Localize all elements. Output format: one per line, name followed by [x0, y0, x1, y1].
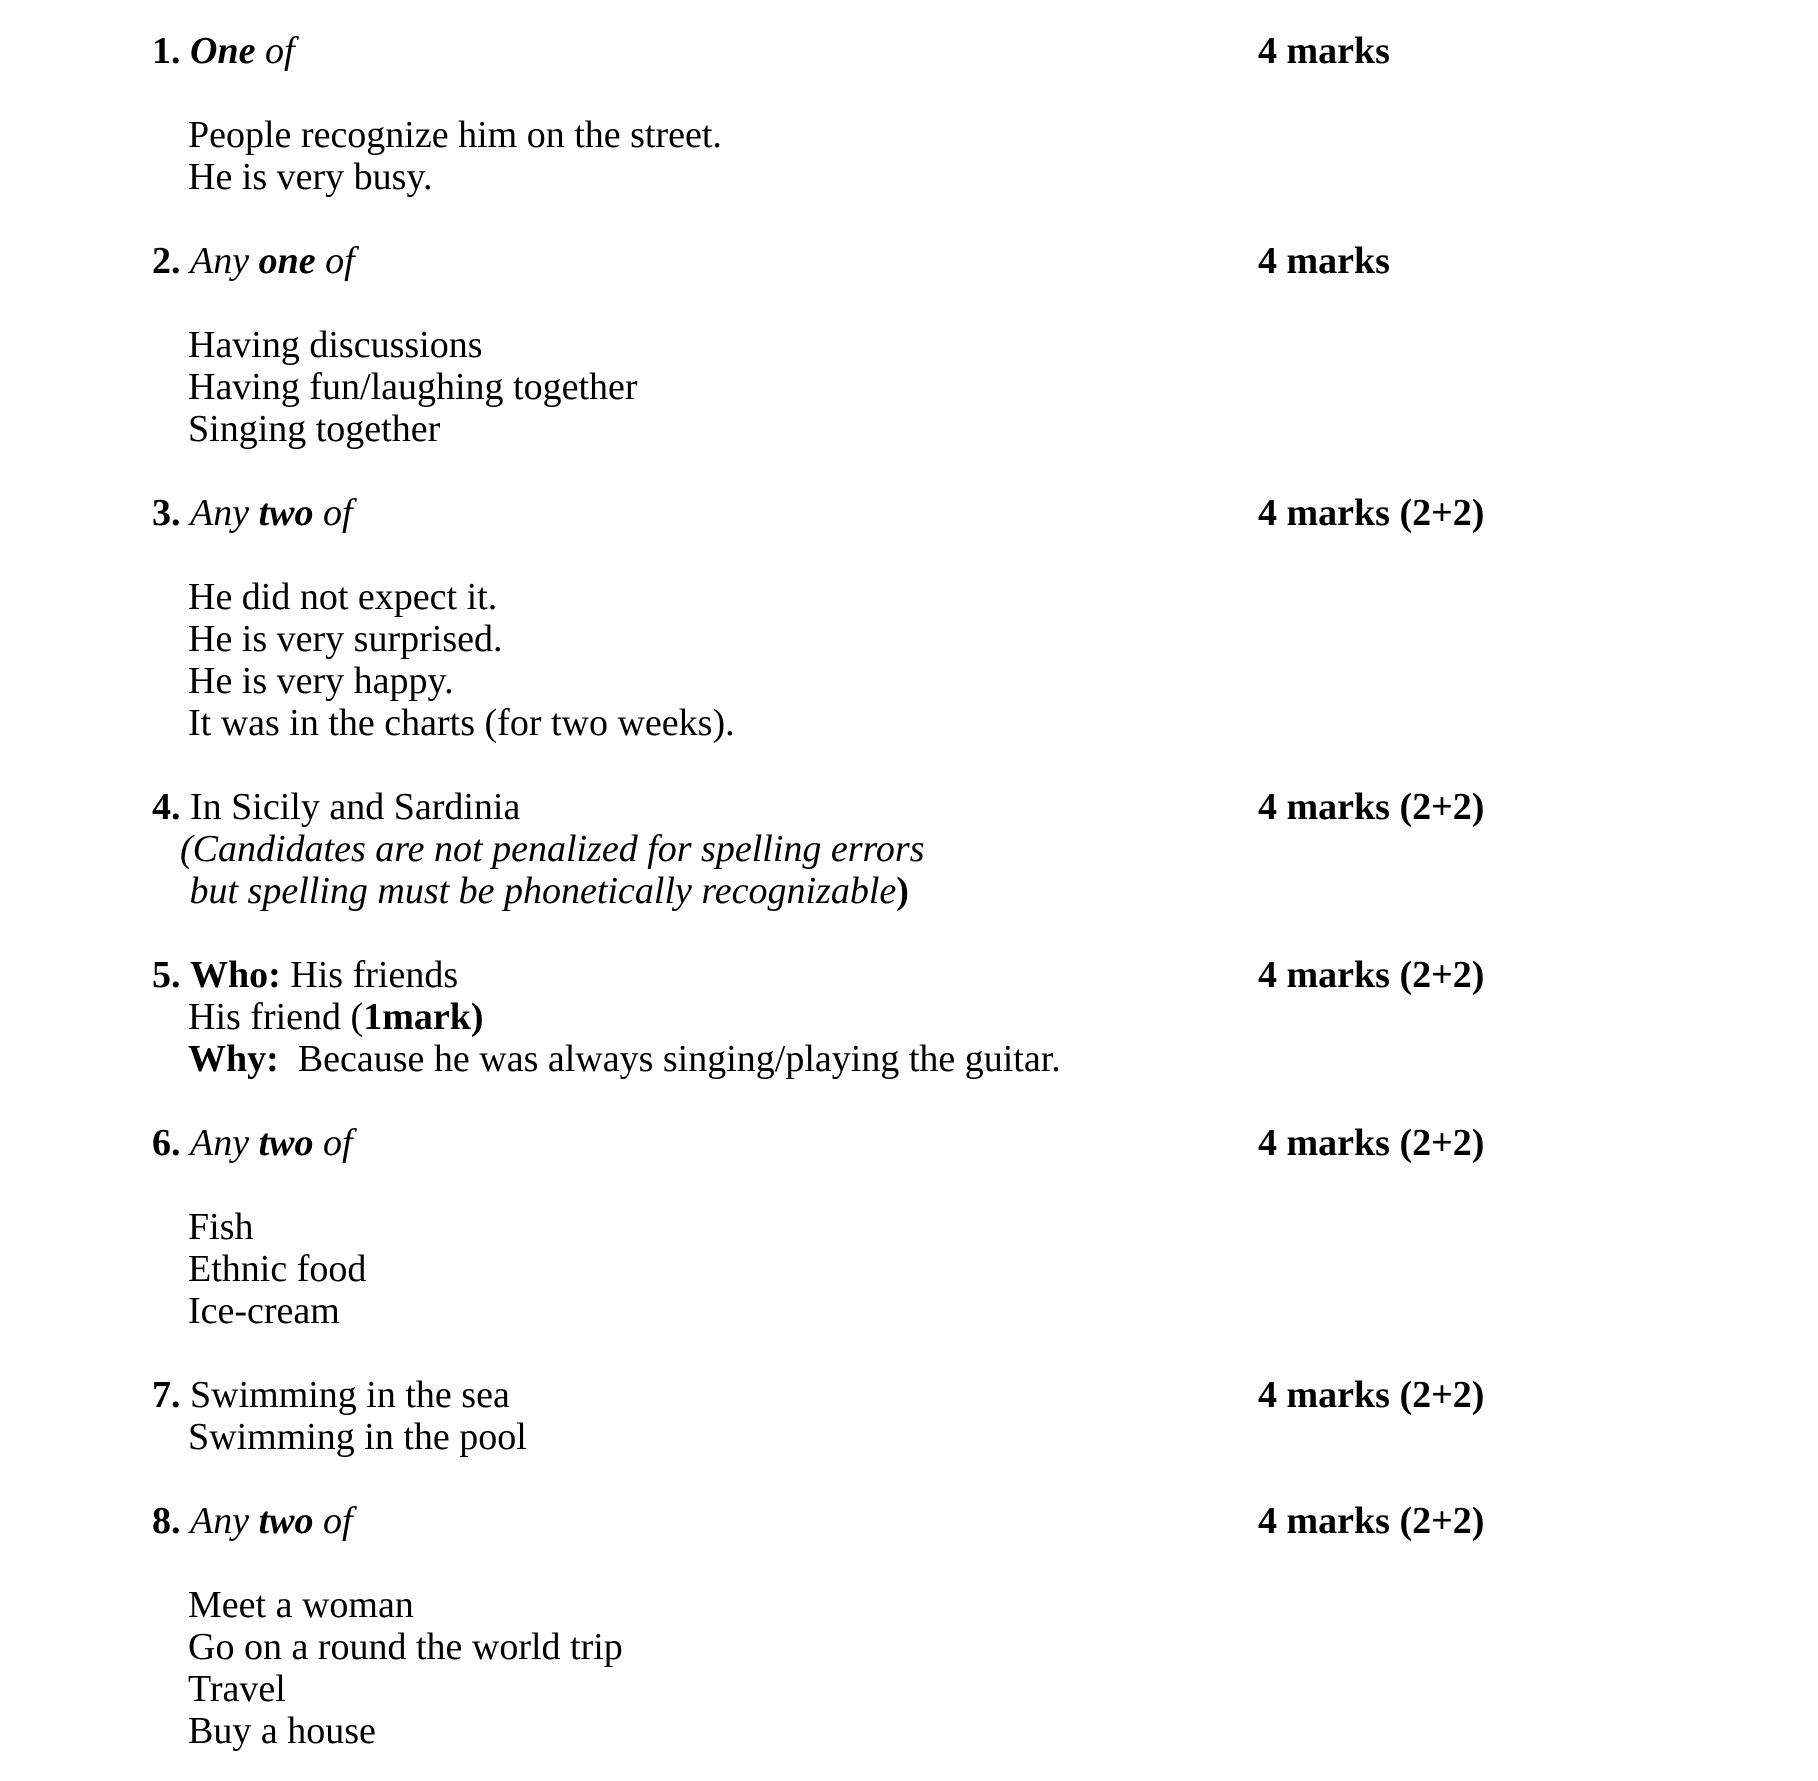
answer-line: [0, 828, 1818, 870]
blank-line: [0, 282, 1818, 324]
text-segment: It was in the charts (for two weeks).: [188, 702, 735, 744]
item-heading: [0, 1374, 1818, 1416]
text-segment: Any: [190, 492, 259, 534]
blank-line: [0, 534, 1818, 576]
text-segment: Meet a woman: [188, 1584, 414, 1626]
item-heading: [0, 1500, 1818, 1542]
question-item-3: [0, 492, 1818, 744]
question-item-4: [0, 786, 1818, 912]
answer-line: [0, 870, 1818, 912]
item-number: 3.: [152, 492, 181, 534]
answer-line: [0, 1626, 1818, 1668]
answer-line: [0, 996, 1818, 1038]
text-segment: but spelling must be phonetically recognizable: [180, 870, 897, 912]
answer-line: [0, 114, 1818, 156]
text-segment: Swimming in the pool: [188, 1416, 527, 1458]
text-segment: (Candidates are not penalized for spelling errors: [180, 828, 925, 870]
marks-label: 4 marks: [1258, 240, 1390, 282]
answer-line: [0, 324, 1818, 366]
text-segment: Why:: [188, 1038, 279, 1080]
item-heading: [0, 786, 1818, 828]
answer-line: [0, 1416, 1818, 1458]
text-segment: Having fun/laughing together: [188, 366, 638, 408]
item-heading: [0, 954, 1818, 996]
item-heading: [0, 1122, 1818, 1164]
question-item-1: [0, 30, 1818, 198]
blank-line: [0, 1542, 1818, 1584]
text-segment: He did not expect it.: [188, 576, 498, 618]
item-number: 2.: [152, 240, 181, 282]
text-segment: In Sicily and Sardinia: [190, 786, 521, 828]
text-segment: Who:: [190, 954, 281, 996]
answer-line: [0, 1206, 1818, 1248]
text-segment: His friend (: [188, 996, 364, 1038]
answer-line: [0, 1290, 1818, 1332]
answer-line: [0, 408, 1818, 450]
text-segment: Ethnic food: [188, 1248, 367, 1290]
text-segment: He is very busy.: [188, 156, 433, 198]
answer-line: [0, 576, 1818, 618]
text-segment: Any: [190, 1500, 259, 1542]
answer-line: [0, 660, 1818, 702]
text-segment: Fish: [188, 1206, 254, 1248]
text-segment: of: [313, 1500, 353, 1542]
text-segment: Travel: [188, 1668, 286, 1710]
marks-label: 4 marks (2+2): [1258, 786, 1485, 828]
text-segment: Having discussions: [188, 324, 483, 366]
text-segment: of: [313, 492, 353, 534]
answer-line: [0, 1584, 1818, 1626]
item-number: 7.: [152, 1374, 181, 1416]
text-segment: Singing together: [188, 408, 441, 450]
item-heading: [0, 30, 1818, 72]
item-number: 1.: [152, 30, 181, 72]
text-segment: One: [190, 30, 256, 72]
text-segment: He is very happy.: [188, 660, 454, 702]
text-segment: Ice-cream: [188, 1290, 340, 1332]
marks-label: 4 marks (2+2): [1258, 1500, 1485, 1542]
text-segment: Because he was always singing/playing the guitar.: [278, 1038, 1061, 1080]
blank-line: [0, 72, 1818, 114]
item-number: 8.: [152, 1500, 181, 1542]
question-item-8: [0, 1500, 1818, 1752]
text-segment: two: [258, 1122, 314, 1164]
text-segment: He is very surprised.: [188, 618, 503, 660]
answer-line: [0, 156, 1818, 198]
text-segment: Any: [190, 240, 259, 282]
marks-label: 4 marks (2+2): [1258, 1374, 1485, 1416]
text-segment: of: [255, 30, 295, 72]
question-item-5: [0, 954, 1818, 1080]
text-segment: two: [258, 492, 314, 534]
question-item-2: [0, 240, 1818, 450]
answer-line: [0, 1710, 1818, 1752]
item-number: 5.: [152, 954, 181, 996]
item-number: 4.: [152, 786, 181, 828]
text-segment: of: [313, 1122, 353, 1164]
marks-label: 4 marks (2+2): [1258, 1122, 1485, 1164]
question-item-7: [0, 1374, 1818, 1458]
marks-label: 4 marks (2+2): [1258, 954, 1485, 996]
marks-label: 4 marks (2+2): [1258, 492, 1485, 534]
text-segment: one: [258, 240, 316, 282]
text-segment: two: [258, 1500, 314, 1542]
answer-line: [0, 702, 1818, 744]
answer-line: [0, 1038, 1818, 1080]
text-segment: 1mark): [363, 996, 484, 1038]
text-segment: Go on a round the world trip: [188, 1626, 623, 1668]
text-segment: People recognize him on the street.: [188, 114, 722, 156]
answer-line: [0, 1668, 1818, 1710]
item-heading: [0, 492, 1818, 534]
answer-line: [0, 618, 1818, 660]
text-segment: Swimming in the sea: [190, 1374, 510, 1416]
answer-line: [0, 366, 1818, 408]
item-heading: [0, 240, 1818, 282]
text-segment: Buy a house: [188, 1710, 376, 1752]
text-segment: Any: [190, 1122, 259, 1164]
text-segment: His friends: [280, 954, 459, 996]
answer-line: [0, 1248, 1818, 1290]
item-number: 6.: [152, 1122, 181, 1164]
marks-label: 4 marks: [1258, 30, 1390, 72]
blank-line: [0, 1164, 1818, 1206]
question-item-6: [0, 1122, 1818, 1332]
text-segment: ): [896, 870, 909, 912]
text-segment: of: [315, 240, 355, 282]
